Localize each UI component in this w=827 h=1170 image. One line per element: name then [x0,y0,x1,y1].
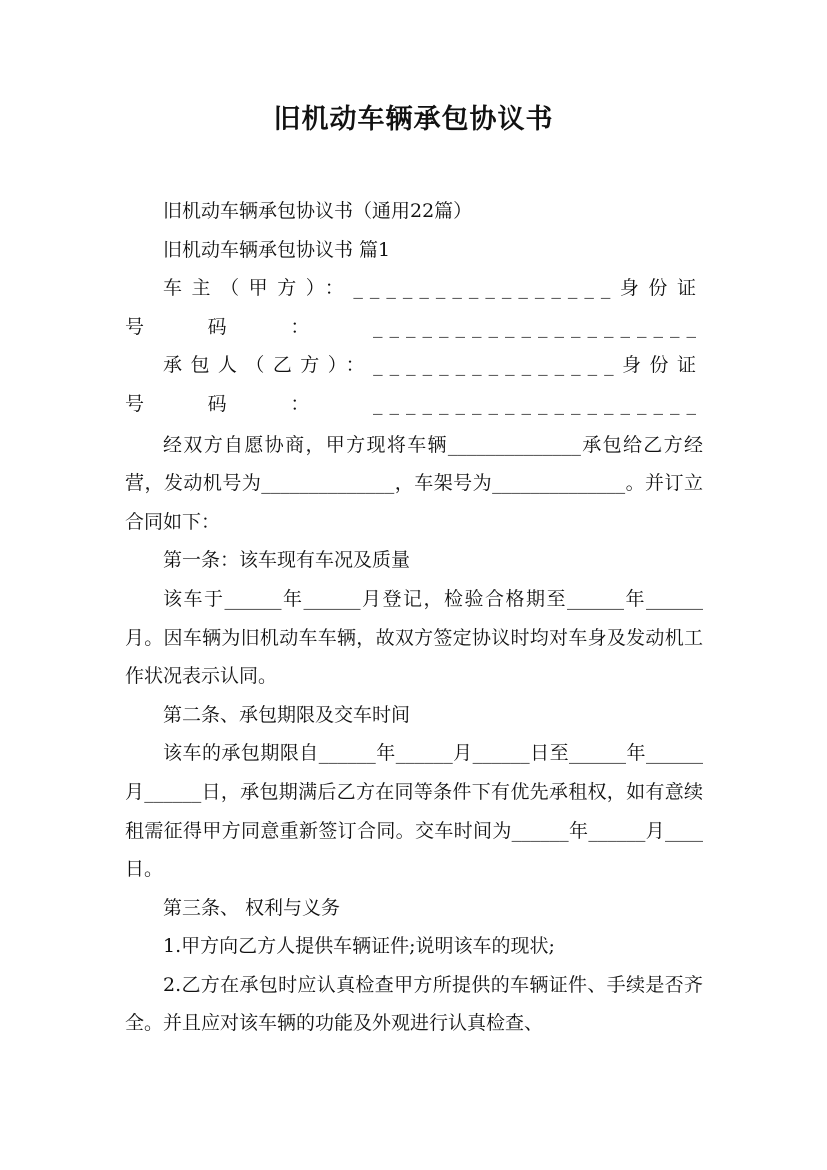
paragraph-contractor-line: 承包人（乙方）：_______________身份证号码：____________________ [125,354,703,415]
paragraph-article-1-title: 第一条：该车现有车况及质量 [163,549,411,572]
document-body [125,192,703,1043]
paragraph-subtitle: 旧机动车辆承包协议书（通用22篇） [163,200,473,222]
paragraph-article-heading: 旧机动车辆承包协议书 篇1 [163,238,391,261]
paragraph-clause-1: 1.甲方向乙方人提供车辆证件;说明该车的现状; [163,935,555,958]
paragraph-article-2-body: 该车的承包期限自______年______月______日至______年______月______日，承包期满后乙方在同等条件下有优先承租权，如有意续租需征得甲方同意重新签订合同。交车时间为______年______月____日。 [125,742,703,881]
paragraph-article-1-body: 该车于______年______月登记，检验合格期至______年______月。因车辆为旧机动车车辆，故双方签定协议时均对车身及发动机工作状况表示认同。 [125,587,703,688]
paragraph-owner-line: 车主（甲方）：________________身份证号码：____________________ [125,277,703,338]
paragraph-clause-2: 2.乙方在承包时应认真检查甲方所提供的车辆证件、手续是否齐全。并且应对该车辆的功能及外观进行认真检查、 [125,973,703,1035]
document-title: 旧机动车辆承包协议书 [273,104,554,135]
paragraph-article-3-title: 第三条、 权利与义务 [163,896,341,919]
paragraph-article-2-title: 第二条、承包期限及交车时间 [163,703,411,726]
paragraph-agreement-intro: 经双方自愿协商，甲方现将车辆______________承包给乙方经营，发动机号为______________，车架号为______________。并订立合同如下： [125,433,703,533]
